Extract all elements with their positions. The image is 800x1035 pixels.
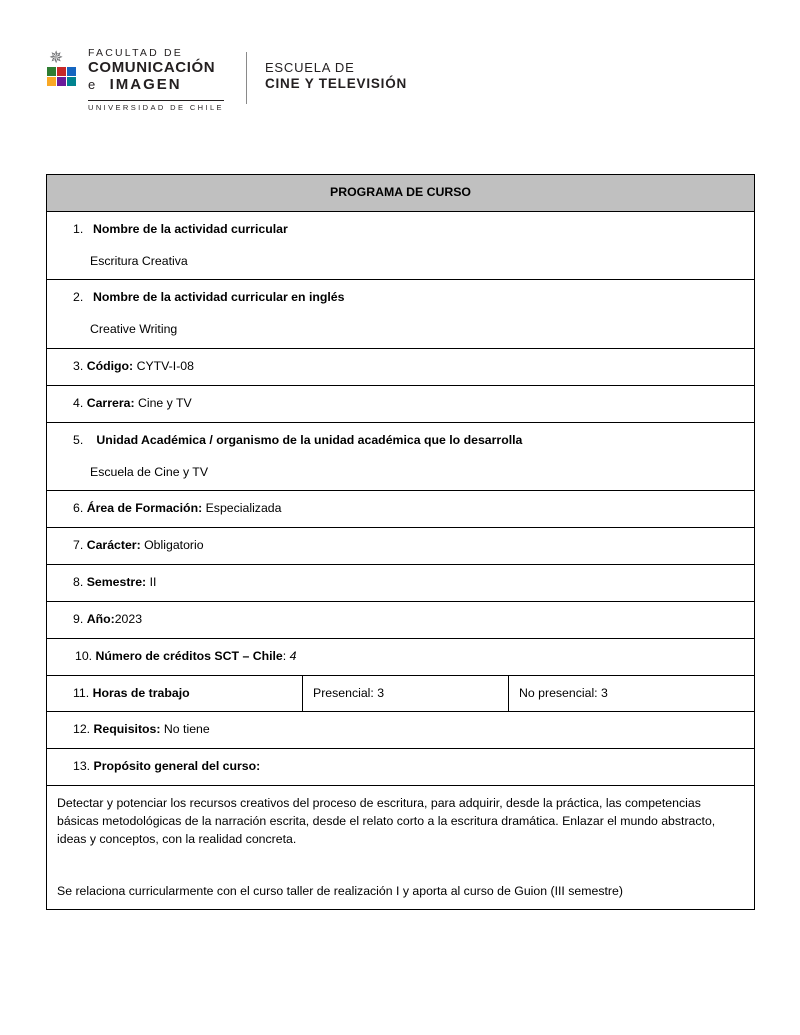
row-requisitos bbox=[47, 712, 755, 749]
row-10-value: 4 bbox=[289, 648, 297, 663]
row-ano bbox=[47, 601, 755, 638]
row-4-label: Carrera: bbox=[86, 395, 135, 410]
university-emblem-icon bbox=[46, 49, 80, 99]
star-icon: ✵ bbox=[49, 48, 64, 67]
school-name bbox=[265, 46, 407, 93]
table-row-5 bbox=[47, 422, 755, 491]
row-2-number: 2. bbox=[73, 290, 84, 305]
faculty-line-3-e: e bbox=[88, 76, 98, 92]
row-codigo bbox=[47, 349, 755, 386]
row-11-presencial bbox=[303, 675, 509, 712]
faculty-logo bbox=[46, 46, 224, 114]
row-nombre-ingles bbox=[47, 280, 755, 349]
row-1-value: Escritura Creativa bbox=[90, 253, 188, 268]
row-9-value: 2023 bbox=[114, 611, 143, 626]
row-9-label: Año: bbox=[86, 611, 115, 626]
row-area-formacion bbox=[47, 491, 755, 528]
logo-square-yellow bbox=[47, 77, 56, 86]
course-program-table bbox=[46, 174, 755, 910]
table-row-12 bbox=[47, 712, 755, 749]
table-row-13 bbox=[47, 749, 755, 786]
table-row-7 bbox=[47, 528, 755, 565]
school-line-2: CINE Y TELEVISIÓN bbox=[264, 76, 408, 92]
row-11-number: 11. bbox=[73, 685, 90, 700]
row-2-value: Creative Writing bbox=[90, 322, 178, 337]
row-2-label: Nombre de la actividad curricular en inglés bbox=[93, 290, 345, 305]
table-row-4 bbox=[47, 385, 755, 422]
table-row-8 bbox=[47, 565, 755, 602]
row-semestre bbox=[47, 565, 755, 602]
logo-square-blue bbox=[67, 67, 76, 76]
row-6-value: Especializada bbox=[205, 501, 282, 516]
table-row-6 bbox=[47, 491, 755, 528]
row-7-value: Obligatorio bbox=[144, 538, 204, 553]
table-title-row bbox=[47, 175, 755, 212]
purpose-paragraph-2: Se relaciona curricularmente con el curso taller de realización I y aporta al curso de Guion (III semestre) bbox=[57, 883, 623, 898]
row-3-number: 3. bbox=[73, 359, 84, 374]
row-7-label: Carácter: bbox=[86, 538, 141, 553]
row-5-label-line bbox=[57, 432, 744, 450]
university-line: UNIVERSIDAD DE CHILE bbox=[88, 100, 224, 112]
logo-square-green bbox=[47, 67, 56, 76]
row-3-value: CYTV-I-08 bbox=[136, 359, 194, 374]
row-1-label: Nombre de la actividad curricular bbox=[93, 221, 288, 236]
document-title: PROGRAMA DE CURSO bbox=[47, 175, 755, 212]
table-row-9 bbox=[47, 601, 755, 638]
logo-divider bbox=[246, 52, 247, 104]
row-11-no-presencial bbox=[509, 675, 755, 712]
faculty-line-3 bbox=[88, 77, 224, 93]
logo-square-teal bbox=[67, 77, 76, 86]
row-3-label: Código: bbox=[86, 359, 134, 374]
row-11-no-presencial-value: No presencial: 3 bbox=[519, 685, 608, 700]
row-8-number: 8. bbox=[73, 575, 84, 590]
row-nombre-actividad bbox=[47, 211, 755, 280]
row-4-number: 4. bbox=[73, 395, 84, 410]
logo-square-red bbox=[57, 67, 66, 76]
faculty-line-3-word: IMAGEN bbox=[109, 75, 182, 93]
row-5-number: 5. bbox=[73, 432, 84, 447]
row-8-label: Semestre: bbox=[86, 575, 147, 590]
row-10-number: 10. bbox=[75, 648, 93, 663]
row-11-label: Horas de trabajo bbox=[92, 685, 190, 700]
row-12-value: No tiene bbox=[163, 722, 210, 737]
row-13-label: Propósito general del curso: bbox=[93, 759, 261, 774]
faculty-logo-text bbox=[88, 46, 224, 114]
faculty-line-1: FACULTAD DE bbox=[88, 47, 183, 59]
row-2-label-line bbox=[57, 289, 744, 307]
row-8-value: II bbox=[149, 575, 157, 590]
row-7-number: 7. bbox=[73, 538, 84, 553]
row-13-number: 13. bbox=[73, 759, 91, 774]
table-row-3 bbox=[47, 349, 755, 386]
table-row-2 bbox=[47, 280, 755, 349]
row-5-label: Unidad Académica / organismo de la unidad académica que lo desarrolla bbox=[96, 432, 523, 447]
row-10-separator: : bbox=[282, 648, 287, 663]
table-row-1 bbox=[47, 211, 755, 280]
row-horas-trabajo bbox=[47, 675, 303, 712]
row-creditos bbox=[47, 638, 755, 675]
row-6-number: 6. bbox=[73, 501, 84, 516]
row-caracter bbox=[47, 528, 755, 565]
purpose-text-cell bbox=[47, 786, 755, 910]
row-proposito-header bbox=[47, 749, 755, 786]
school-line-1: ESCUELA DE bbox=[264, 60, 355, 75]
document-header bbox=[46, 46, 754, 132]
row-6-label: Área de Formación: bbox=[86, 501, 203, 516]
table-row-proposito-body bbox=[47, 786, 755, 910]
row-12-number: 12. bbox=[73, 722, 91, 737]
faculty-line-2: COMUNICACIÓN bbox=[88, 59, 216, 77]
table-row-10 bbox=[47, 638, 755, 675]
row-12-label: Requisitos: bbox=[93, 722, 161, 737]
row-11-presencial-value: Presencial: 3 bbox=[313, 685, 385, 700]
row-carrera bbox=[47, 385, 755, 422]
row-1-label-line bbox=[57, 221, 744, 239]
row-4-value: Cine y TV bbox=[137, 395, 192, 410]
table-row-11 bbox=[47, 675, 755, 712]
row-5-value: Escuela de Cine y TV bbox=[90, 464, 209, 479]
purpose-paragraph-1: Detectar y potenciar los recursos creativos del proceso de escritura, para adquirir, desde la práctica, las competencias básicas metodológicas de la narración escrita, desde el relato corto a la escritura dramática. Enlazar el mundo abstracto, ideas y conceptos, con la realidad concreta. bbox=[57, 796, 716, 846]
row-10-label: Número de créditos SCT – Chile bbox=[95, 648, 283, 663]
logo-square-purple bbox=[57, 77, 66, 86]
row-unidad-academica bbox=[47, 422, 755, 491]
row-9-number: 9. bbox=[73, 611, 84, 626]
row-1-number: 1. bbox=[73, 221, 84, 236]
